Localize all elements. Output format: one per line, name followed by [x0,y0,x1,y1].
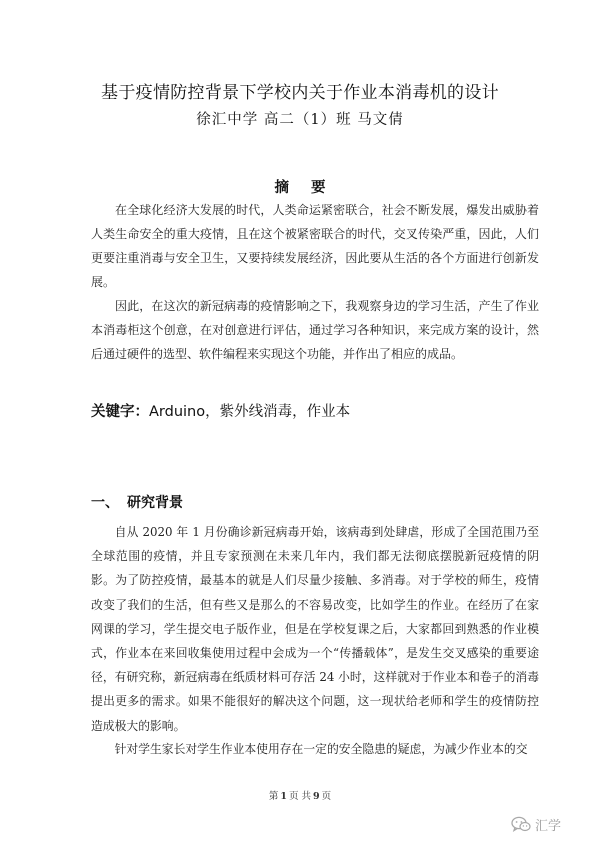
section-title: 研究背景 [127,495,183,511]
keywords-value: Arduino，紫外线消毒，作业本 [149,404,351,420]
footer-prefix: 第 [268,791,279,802]
footer-suffix: 页 [321,791,332,802]
body-paragraph: 针对学生家长对学生作业本使用存在一定的安全隐患的疑虑，为减少作业本的交 [114,742,528,756]
section-number: 一、 [91,495,119,511]
body-paragraph: 自从 2020 年 1 月份确诊新冠病毒开始，该病毒到处肆虐，形成了全国范围乃至全球范围的疫情，并且专家预测在未来几年内，我们都无法彻底摆脱新冠疫情的阴影。为了防控疫情，最基本的就是人们尽量少接触、多消毒。对于学校的师生，疫情改变了我们的生活，但有些又是那么的不容易改变，比如学生的作业。在经历了在家网课的学习，学生提交电子版作业，但是在学校复课之后，大家都回到熟悉的作业模式，作业本在来回收集使用过程中会成为一个“传播载体”，是发生交叉感染的重要途径，有研究称，新冠病毒在纸质材料可存活 24 小时，这样就对于作业本和卷子的消毒提出更多的需求。如果不能很好的解决这个问题，这一现状给老师和学生的疫情防控造成极大的影响。 [91,525,539,733]
abstract-heading [0,176,600,197]
keywords-label: 关键字： [91,404,149,420]
abstract-paragraph: 在全球化经济大发展的时代，人类命运紧密联合，社会不断发展，爆发出威胁着人类生命安全的重大疫情，且在这个被紧密联合的时代，交叉传染严重，因此，人们更要注重消毒与安全卫生，又要持续发展经济，因此要从生活的各个方面进行创新发展。 [91,203,539,289]
author-line: 徐汇中学 高二（1）班 马文倩 [196,112,404,128]
watermark [511,813,561,835]
page-footer [0,788,600,802]
footer-page-current: 1 [280,791,287,802]
document-title: 基于疫情防控背景下学校内关于作业本消毒机的设计 [101,83,499,103]
wechat-icon [511,816,531,833]
watermark-text: 汇学 [535,818,562,834]
abstract-paragraph: 因此，在这次的新冠病毒的疫情影响之下，我观察身边的学习生活，产生了作业本消毒柜这个创意，在对创意进行评估，通过学习各种知识，来完成方案的设计，然后通过硬件的选型、软件编程来实现这个功能，并作出了相应的成品。 [91,299,539,361]
footer-middle: 页 共 [288,791,312,802]
keywords-line [91,400,539,421]
footer-page-total: 9 [313,791,320,802]
section-heading [91,492,539,512]
abstract-heading-char-1: 摘 [274,180,289,196]
abstract-heading-char-2: 要 [311,180,326,196]
